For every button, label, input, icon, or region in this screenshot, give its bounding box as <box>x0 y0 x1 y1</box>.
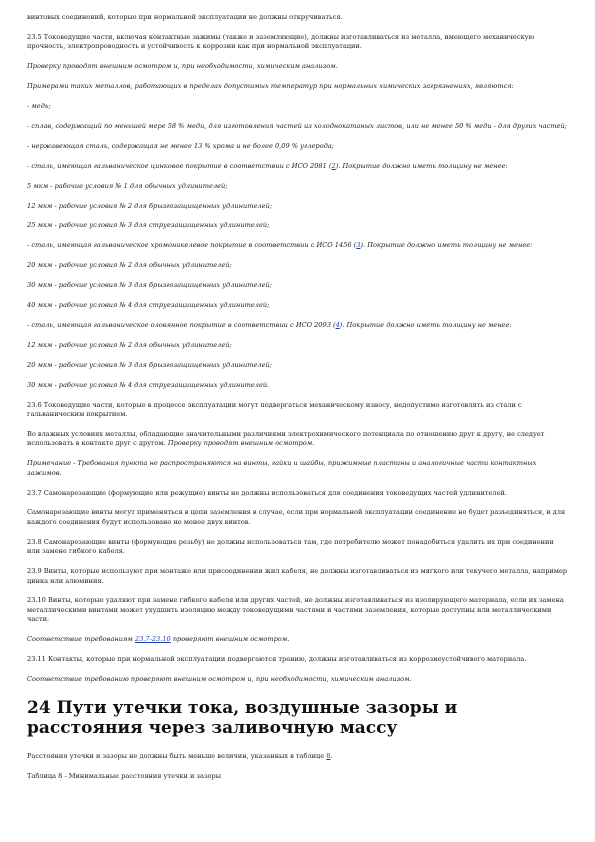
section-heading: 24 Пути утечки тока, воздушные зазоры и расстояния через заливочную массу <box>27 698 458 739</box>
reference-link[interactable]: 3 <box>356 241 361 250</box>
paragraph: 23.6 Токоведущие части, которые в процессе эксплуатации могут подвергаться механическому износу, недопустимо изготовлять из стали с гальваническим покрытием. <box>27 400 522 419</box>
paragraph-text: Расстояния утечки и зазоры не должны быть меньше величин, указанных в таблице <box>27 752 327 761</box>
paragraph: 23.7 Самонарезающие (формующие или режущие) винты не должны использоваться для соединения токоведущих частей удлинителей. <box>27 488 507 497</box>
paragraph-text: Проверку проводят внешним осмотром. <box>167 439 315 448</box>
paragraph: Примечание - Требования пункта не распространяются на винты, гайки и шайбы, прижимные пластины и аналогичные части контактных зажимов. <box>27 459 537 477</box>
paragraph <box>27 321 568 330</box>
paragraph: Соответствие требованию проверяют внешним осмотром и, при необходимости, химическим анализом. <box>27 674 412 683</box>
reference-link[interactable]: 8 <box>326 752 331 761</box>
paragraph: 23.10 Винты, которые удаляют при замене гибкого кабеля или других частей, не должны изготавливаться из изолирующего материала, если их замена металлическими винтами может ухудшить изоляцию между токоведущими частями и частями заземления, которые доступны или металлическими части. <box>27 596 564 624</box>
paragraph: 30 мкм - рабочие условия № 4 для струезащищенных удлинителей. <box>27 380 270 389</box>
paragraph-text: ). Покрытие должно иметь толщину не менее: <box>335 161 508 170</box>
paragraph: 23.11 Контакты, которые при нормальной эксплуатации подвергаются трению, должны изготавливаться из коррозиеустойчивого материала. <box>27 655 527 664</box>
paragraph: 25 мкм - рабочие условия № 3 для струезащищенных удлинителей; <box>27 221 270 230</box>
paragraph: винтовых соединений, которые при нормальной эксплуатации не должны откручиваться. <box>27 13 343 21</box>
document-body-after-heading <box>27 752 568 781</box>
paragraph <box>27 635 568 644</box>
paragraph: 12 мкм - рабочие условия № 2 для брызгозащищенных удлинителей; <box>27 201 272 210</box>
reference-link[interactable]: 23.7-23.10 <box>134 635 171 644</box>
paragraph: 23.5 Токоведущие части, включая контактные зажимы (также и заземляющие), должны изготавливаться из металла, имеющего механическую прочность, электропроводность и устойчивость к коррозии как при нормальной эксплуатации. <box>27 32 535 51</box>
paragraph: 20 мкм - рабочие условия № 2 для обычных удлинителей; <box>27 261 232 270</box>
paragraph: - медь; <box>27 102 51 111</box>
paragraph: 23.8 Самонарезающие винты (формующие резьбу) не должны использоваться там, где потребителю может понадобиться удалить их при соединении или замене гибкого кабеля. <box>27 537 554 556</box>
paragraph: 12 мкм - рабочие условия № 2 для обычных удлинителей; <box>27 340 232 349</box>
paragraph-text: ). Покрытие должно иметь толщину не менее: <box>360 241 533 250</box>
paragraph-text: Соответствие требованиям <box>27 635 135 644</box>
paragraph: Самонарезающие винты могут применяться в цепи заземления в случае, если при нормальной эксплуатации соединение не будет разъединяться, и для каждого соединения будут использовано не менее двух винтов. <box>27 508 566 526</box>
paragraph-text: - сталь, имеющая гальваническое хромоникелевое покрытие в соответствии с ИСО 1456 ( <box>27 241 357 250</box>
paragraph: Проверку проводят внешним осмотром и, при необходимости, химическим анализом. <box>27 62 338 71</box>
paragraph <box>27 162 568 171</box>
paragraph-text: . <box>330 752 333 761</box>
paragraph <box>27 430 568 449</box>
paragraph: 30 мкм - рабочие условия № 3 для брызгозащищенных удлинителей; <box>27 281 272 290</box>
paragraph: 40 мкм - рабочие условия № 4 для струезащищенных удлинителей; <box>27 301 270 310</box>
reference-link[interactable]: 2 <box>331 161 336 170</box>
paragraph: - нержавеющая сталь, содержащая не менее 13 % хрома и не более 0,09 % углерода; <box>27 141 334 150</box>
paragraph-text: Во влажных условиях металлы, обладающие значительными различиями электрохимического потенциала по отношению друг к другу, не следует использовать в контакте друг с другом. <box>27 429 545 448</box>
paragraph-text: ). Покрытие должно иметь толщину не менее: <box>339 321 512 329</box>
paragraph: 23.9 Винты, которые используют при монтаже или присоединении жил кабеля, не должны изготавливаться из мягкого или текучего металла, например цинка или алюминия. <box>27 567 568 585</box>
paragraph-text: - сталь, имеющая гальваническое оловянное покрытие в соответствии с ИСО 2093 ( <box>27 321 336 329</box>
paragraph <box>27 752 568 761</box>
paragraph: Примерами таких металлов, работающих в пределах допустимых температур при нормальных химических загрязнениях, являются: <box>27 82 514 91</box>
paragraph: Таблица 8 - Минимальные расстояния утечки и зазоры <box>27 772 221 781</box>
paragraph-text: - сталь, имеющая гальваническое цинковое покрытие в соответствии с ИСО 2081 ( <box>27 161 332 170</box>
paragraph-text: проверяют внешним осмотром. <box>170 635 290 644</box>
paragraph: 20 мкм - рабочие условия № 3 для брызгозащищенных удлинителей; <box>27 360 272 369</box>
document-body <box>27 13 568 684</box>
paragraph: - сплав, содержащий по меньшей мере 58 % меди, для изготовления частей из холоднокатаных листов, или не менее 50 % меди - для других частей; <box>27 121 567 130</box>
paragraph <box>27 241 568 250</box>
reference-link[interactable]: 4 <box>335 321 340 329</box>
paragraph: 5 мкм - рабочие условия № 1 для обычных удлинителей; <box>27 181 228 190</box>
